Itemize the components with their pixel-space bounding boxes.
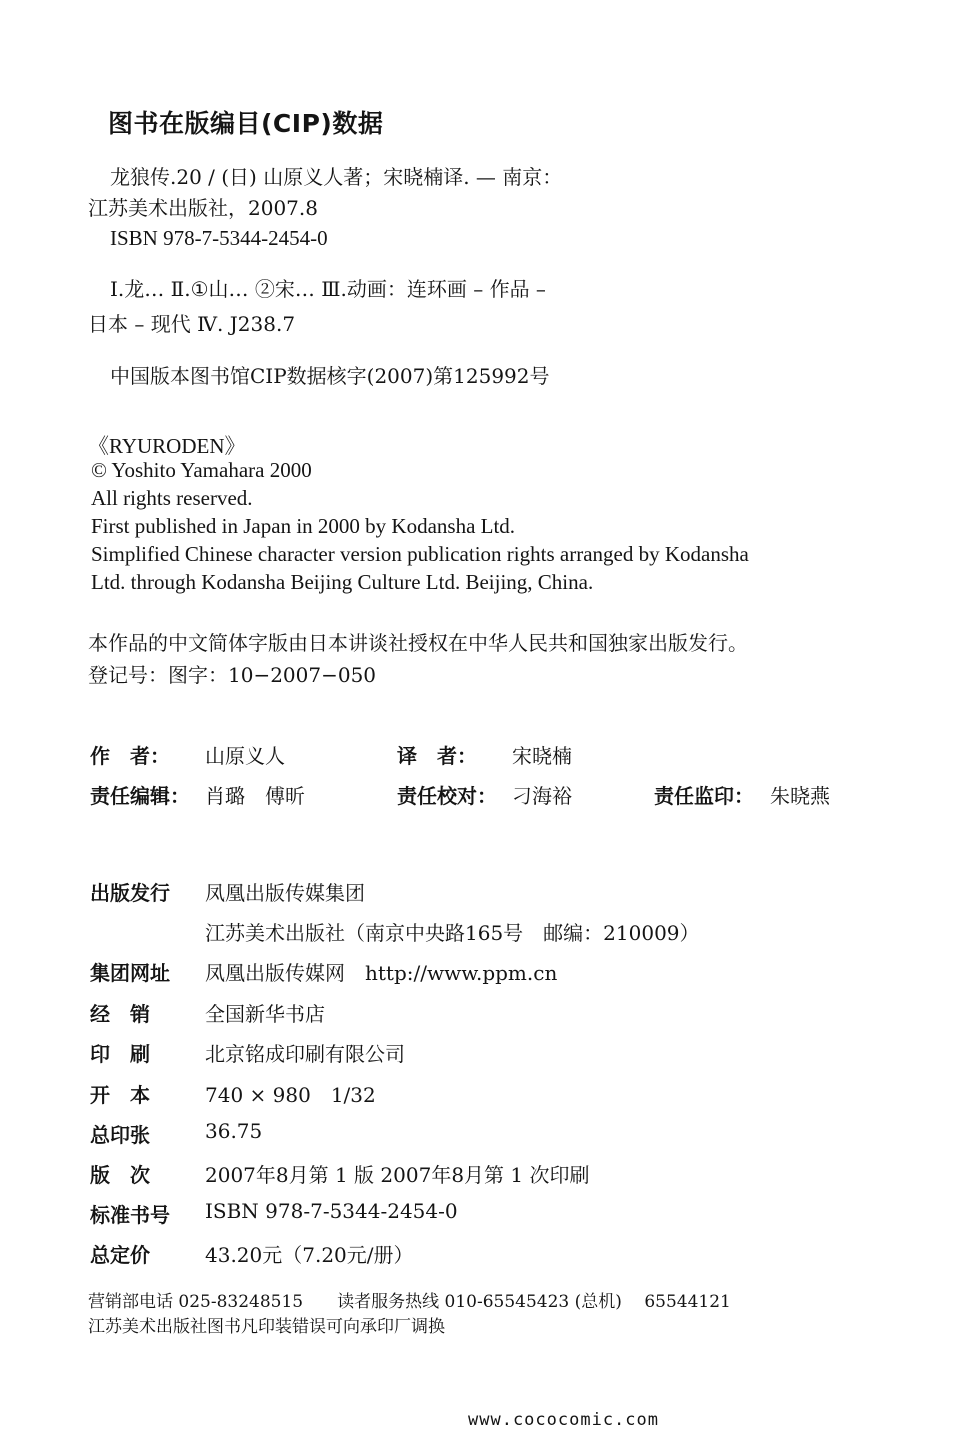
publisher-group: 凤凰出版传媒集团 [205, 881, 365, 905]
author-label: 作 者： [90, 744, 170, 768]
edition-label: 版 次 [90, 1163, 150, 1187]
replacement-notice: 江苏美术出版社图书凡印装错误可向承印厂调换 [88, 1317, 445, 1337]
translator-name: 宋晓楠 [512, 744, 572, 768]
editor-names: 肖璐 傅昕 [205, 784, 305, 808]
chinese-edition-notice: 本作品的中文简体字版由日本讲谈社授权在中华人民共和国独家出版发行。 [88, 631, 748, 655]
editor-label: 责任编辑： [90, 784, 190, 808]
original-title: 《RYURODEN》 [88, 434, 246, 458]
author-name: 山原义人 [205, 744, 285, 768]
rights-arranged-1: Simplified Chinese character version publication rights arranged by Kodansha [91, 542, 749, 566]
print-supervisor-name: 朱晓燕 [770, 784, 830, 808]
cip-classification-2: 日本 – 现代 Ⅳ. J238.7 [88, 312, 296, 336]
page-title: 图书在版编目(CIP)数据 [108, 109, 384, 138]
cip-number: 中国版本图书馆CIP数据核字(2007)第125992号 [110, 364, 550, 388]
format-label: 开 本 [90, 1083, 150, 1107]
print-supervisor-label: 责任监印： [654, 784, 754, 808]
watermark: www.cococomic.com [468, 1410, 659, 1430]
publisher-press: 江苏美术出版社（南京中央路165号 邮编：210009） [205, 921, 700, 945]
edition-value: 2007年8月第 1 版 2007年8月第 1 次印刷 [205, 1163, 590, 1187]
isbn-label: 标准书号 [90, 1203, 170, 1227]
isbn-value: ISBN 978-7-5344-2454-0 [205, 1199, 458, 1223]
format-value: 740 × 980 1/32 [205, 1083, 376, 1107]
cip-line-2: 江苏美术出版社，2007.8 [88, 196, 318, 220]
website-label: 集团网址 [90, 961, 170, 985]
proofreader-name: 刁海裕 [512, 784, 572, 808]
price-value: 43.20元（7.20元/册） [205, 1243, 414, 1267]
marketing-phone: 营销部电话 025-83248515 读者服务热线 010-65545423 (总机) 65544121 [88, 1292, 731, 1312]
cip-isbn: ISBN 978-7-5344-2454-0 [110, 226, 328, 250]
registration-number: 登记号：图字：10−2007−050 [88, 663, 377, 687]
distribution-value: 全国新华书店 [205, 1002, 325, 1026]
website-value: 凤凰出版传媒网 http://www.ppm.cn [205, 961, 558, 985]
distribution-label: 经 销 [90, 1002, 150, 1026]
sheets-label: 总印张 [90, 1123, 150, 1147]
rights-arranged-2: Ltd. through Kodansha Beijing Culture Ltd. Beijing, China. [91, 570, 594, 594]
proofreader-label: 责任校对： [397, 784, 497, 808]
copyright-owner: © Yoshito Yamahara 2000 [91, 458, 312, 482]
first-published: First published in Japan in 2000 by Kodansha Ltd. [91, 514, 516, 538]
cip-line-1: 龙狼传.20 / (日) 山原义人著；宋晓楠译. — 南京： [110, 165, 563, 189]
translator-label: 译 者： [397, 744, 477, 768]
publisher-label: 出版发行 [90, 881, 170, 905]
printer-value: 北京铭成印刷有限公司 [205, 1042, 405, 1066]
cip-classification-1: Ⅰ.龙… Ⅱ.①山… ②宋… Ⅲ.动画：连环画 – 作品 – [110, 277, 546, 301]
printing-label: 印 刷 [90, 1042, 150, 1066]
price-label: 总定价 [90, 1243, 150, 1267]
sheets-value: 36.75 [205, 1119, 263, 1143]
rights-reserved: All rights reserved. [91, 486, 253, 510]
